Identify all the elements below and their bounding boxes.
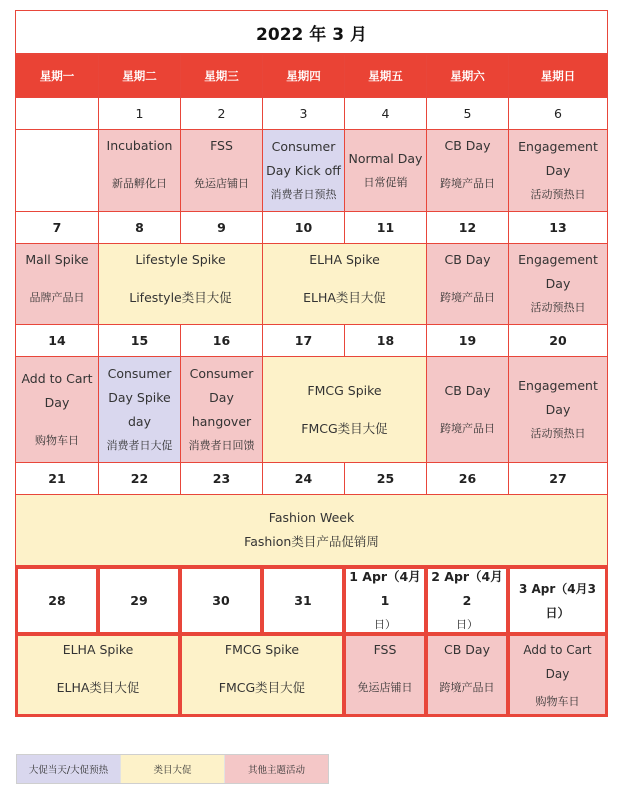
event-consumer-hangover: Consumer Day hangover 消费者日回馈 — [180, 356, 263, 463]
event-normal-day: Normal Day 日常促销 — [344, 129, 427, 212]
date-cell: 30 — [179, 566, 263, 635]
date-cell: 24 — [262, 462, 345, 495]
event-fss: FSS 免运店铺日 — [180, 129, 263, 212]
event-engagement-day: Engagement Day 活动预热日 — [508, 129, 608, 212]
date-cell-apr1: 1 Apr（4月1 日） — [343, 566, 427, 635]
calendar-grid — [15, 54, 608, 717]
date-cell: 23 — [180, 462, 263, 495]
date-cell: 5 — [426, 97, 509, 130]
event-cb-day: CB Day 跨境产品日 — [426, 129, 509, 212]
event-mall-spike: Mall Spike 品牌产品日 — [15, 243, 99, 325]
calendar-title: 2022 年 3 月 — [15, 10, 608, 54]
date-cell: 2 — [180, 97, 263, 130]
legend-item-category: 类目大促 — [121, 755, 225, 783]
calendar — [15, 10, 608, 717]
date-cell: 4 — [344, 97, 427, 130]
date-cell: 10 — [262, 211, 345, 244]
legend-item-spike: 大促当天/大促预热 — [17, 755, 121, 783]
date-cell: 17 — [262, 324, 345, 357]
date-cell: 1 — [98, 97, 181, 130]
weekday-tue: 星期二 — [98, 54, 181, 98]
date-cell: 16 — [180, 324, 263, 357]
date-cell: 7 — [15, 211, 99, 244]
event-incubation: Incubation 新品孵化日 — [98, 129, 181, 212]
date-cell: 28 — [15, 566, 99, 635]
date-cell-apr3: 3 Apr（4月3日） — [507, 566, 608, 635]
weekday-sun: 星期日 — [508, 54, 608, 98]
event-elha-spike: ELHA Spike ELHA类目大促 — [262, 243, 427, 325]
date-cell: 6 — [508, 97, 608, 130]
event-elha-spike: ELHA Spike ELHA类目大促 — [15, 633, 181, 717]
date-cell: 21 — [15, 462, 99, 495]
date-cell: 27 — [508, 462, 608, 495]
event-cb-day: CB Day 跨境产品日 — [425, 633, 509, 717]
legend — [16, 754, 329, 784]
date-cell — [15, 97, 99, 130]
event-engagement-day: Engagement Day 活动预热日 — [508, 356, 608, 463]
date-cell: 8 — [98, 211, 181, 244]
event-fmcg-spike: FMCG Spike FMCG类目大促 — [262, 356, 427, 463]
weekday-sat: 星期六 — [426, 54, 509, 98]
weekday-mon: 星期一 — [15, 54, 99, 98]
weekday-wed: 星期三 — [180, 54, 263, 98]
date-cell: 25 — [344, 462, 427, 495]
event-fss: FSS 免运店铺日 — [343, 633, 427, 717]
date-cell: 12 — [426, 211, 509, 244]
date-cell: 3 — [262, 97, 345, 130]
date-cell: 14 — [15, 324, 99, 357]
date-cell: 18 — [344, 324, 427, 357]
date-cell: 20 — [508, 324, 608, 357]
date-cell: 26 — [426, 462, 509, 495]
date-cell-apr2: 2 Apr（4月2 日） — [425, 566, 509, 635]
legend-item-other: 其他主题活动 — [225, 755, 328, 783]
event-cb-day: CB Day 跨境产品日 — [426, 356, 509, 463]
event-consumer-kickoff: Consumer Day Kick off 消费者日预热 — [262, 129, 345, 212]
date-cell: 31 — [261, 566, 345, 635]
date-cell: 19 — [426, 324, 509, 357]
event-lifestyle-spike: Lifestyle Spike Lifestyle类目大促 — [98, 243, 263, 325]
event-add-to-cart: Add to Cart Day 购物车日 — [15, 356, 99, 463]
date-cell: 9 — [180, 211, 263, 244]
date-cell: 15 — [98, 324, 181, 357]
date-cell: 22 — [98, 462, 181, 495]
date-cell: 11 — [344, 211, 427, 244]
event-fmcg-spike: FMCG Spike FMCG类目大促 — [179, 633, 345, 717]
weekday-fri: 星期五 — [344, 54, 427, 98]
event-fashion-week: Fashion Week Fashion类目产品促销周 — [15, 494, 608, 566]
event-cb-day: CB Day 跨境产品日 — [426, 243, 509, 325]
event-engagement-day: Engagement Day 活动预热日 — [508, 243, 608, 325]
weekday-thu: 星期四 — [262, 54, 345, 98]
event-add-to-cart: Add to Cart Day 购物车日 — [507, 633, 608, 717]
event-consumer-spike: Consumer Day Spike day 消费者日大促 — [98, 356, 181, 463]
empty-event-cell — [15, 129, 99, 212]
date-cell: 29 — [97, 566, 181, 635]
date-cell: 13 — [508, 211, 608, 244]
